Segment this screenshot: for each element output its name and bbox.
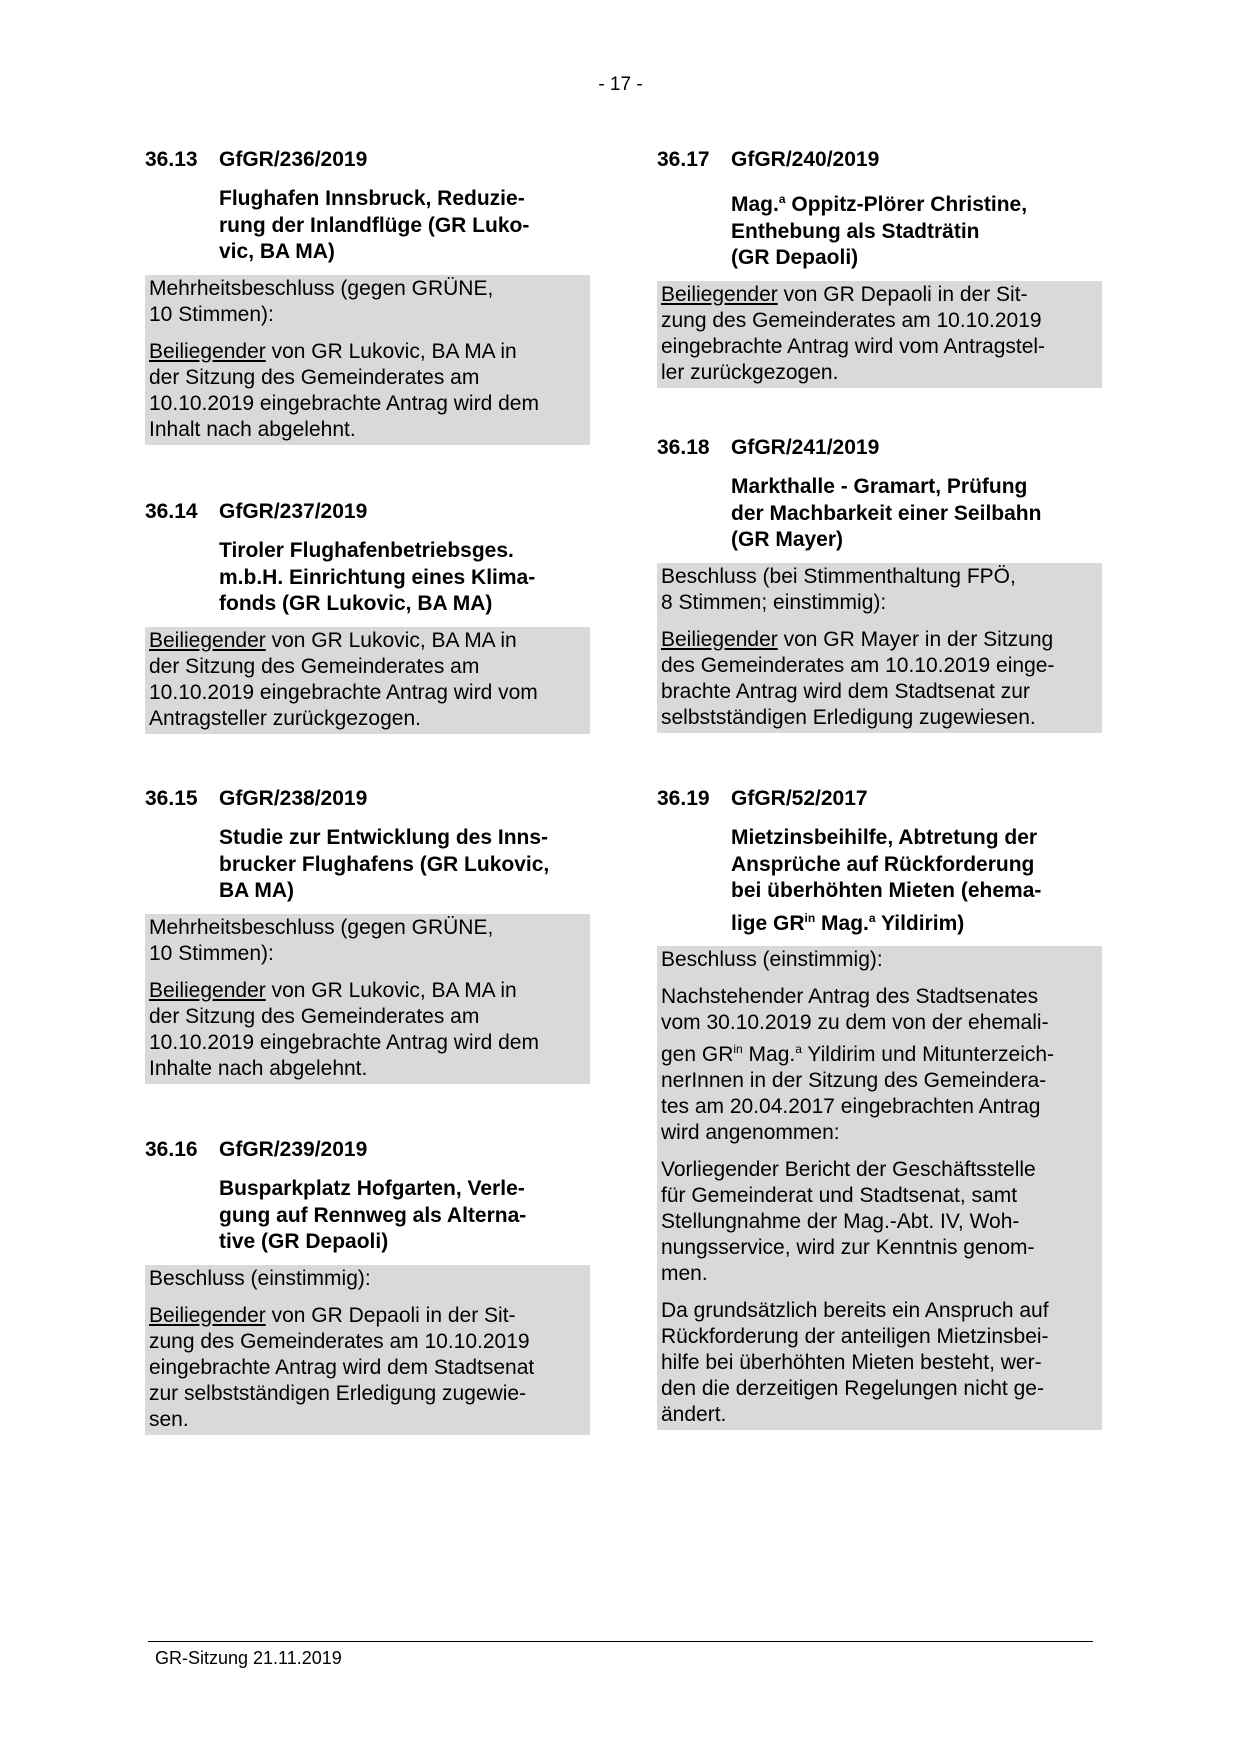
item-heading — [145, 147, 590, 173]
decision-text: Beiliegender von GR Lukovic, BA MA in der Sitzung des Gemeinderates am 10.10.2019 eingebrachte Antrag wird dem Inhalte nach abgelehnt. — [149, 978, 539, 1080]
item-heading — [145, 786, 590, 812]
decision-label: Mehrheitsbeschluss (gegen GRÜNE, 10 Stimmen): — [149, 276, 494, 326]
item-title — [219, 825, 589, 905]
item-title — [219, 186, 589, 266]
decision-text: Vorliegender Bericht der Geschäftsstelle für Gemeinderat und Stadtsenat, samt Stellungnahme der Mag.-Abt. IV, Woh- nungsservice, wird zur Kenntnis genom- men. — [661, 1158, 1036, 1285]
decision-box — [657, 946, 1102, 1430]
agenda-item-36-18 — [657, 435, 1102, 733]
item-heading — [145, 499, 590, 525]
item-number: 36.13 — [145, 148, 198, 171]
decision-text: Beiliegender von GR Lukovic, BA MA in der Sitzung des Gemeinderates am 10.10.2019 eingebrachte Antrag wird dem Inhalt nach abgelehnt. — [149, 339, 539, 441]
title-line: Markthalle - Gramart, Prüfung — [731, 475, 1028, 498]
decision-label: Beschluss (einstimmig): — [661, 948, 883, 971]
item-number: 36.19 — [657, 787, 710, 810]
decision-text: Da grundsätzlich bereits ein Anspruch auf Rückforderung der anteiligen Mietzinsbei- hilfe bei überhöhten Mieten besteht, wer- den die derzeitigen Regelungen nicht ge- ändert. — [661, 1299, 1049, 1426]
decision-text: Nachstehender Antrag des Stadtsenates vom 30.10.2019 zu dem von der ehemali- gen $GR^{in}$ Mag.$^a$ Yildirim und Mitunterzeich- nerInnen in der Sitzung des Gemeindera- tes am 20.04.2017 eingebrachten Antrag wird angenommen: — [661, 985, 1055, 1144]
item-reference: GfGR/239/2019 — [219, 1138, 368, 1161]
title-line: Flughafen Innsbruck, Reduzie- — [219, 187, 525, 210]
item-reference: GfGR/236/2019 — [219, 148, 368, 171]
agenda-item-36-16 — [145, 1137, 590, 1435]
agenda-item-36-14 — [145, 499, 590, 734]
item-reference: GfGR/237/2019 — [219, 500, 368, 523]
decision-box — [657, 281, 1102, 388]
decision-label: Beschluss (einstimmig): — [149, 1266, 371, 1290]
title-line: Mag.$^a$ Oppitz-Plörer Christine, — [731, 192, 1028, 216]
title-line: lige $GR^{in}$ Mag.$^a$ Yildirim) — [731, 910, 965, 935]
decision-label: Mehrheitsbeschluss (gegen GRÜNE, 10 Stimmen): — [149, 915, 494, 965]
title-line: BA MA) — [219, 879, 295, 902]
title-line: Mietzinsbeihilfe, Abtretung der — [731, 826, 1038, 849]
decision-label: Beschluss (bei Stimmenthaltung FPÖ, 8 Stimmen; einstimmig): — [661, 564, 1016, 614]
item-reference: GfGR/238/2019 — [219, 787, 368, 810]
agenda-item-36-17 — [657, 147, 1102, 388]
item-title — [731, 186, 1101, 272]
footer-text: GR-Sitzung 21.11.2019 — [155, 1648, 342, 1668]
item-heading — [145, 1137, 590, 1163]
item-title — [219, 538, 589, 618]
decision-text: Beiliegender von GR Lukovic, BA MA in der Sitzung des Gemeinderates am 10.10.2019 eingebrachte Antrag wird vom Antragsteller zurückgezogen. — [149, 628, 538, 730]
agenda-item-36-15 — [145, 786, 590, 1084]
item-reference: GfGR/241/2019 — [731, 436, 880, 459]
item-heading — [657, 147, 1102, 173]
title-line: bei überhöhten Mieten (ehema- — [731, 879, 1042, 902]
agenda-item-36-13 — [145, 147, 590, 445]
title-line: der Machbarkeit einer Seilbahn — [731, 501, 1042, 525]
page-number: - 17 - — [598, 74, 643, 95]
item-number: 36.14 — [145, 500, 198, 523]
item-heading — [657, 435, 1102, 461]
decision-box — [657, 563, 1102, 733]
item-number: 36.16 — [145, 1138, 198, 1161]
decision-box — [145, 914, 590, 1084]
decision-box — [145, 1265, 590, 1435]
title-line: m.b.H. Einrichtung eines Klima- — [219, 565, 536, 589]
title-line: Enthebung als Stadträtin — [731, 219, 980, 243]
title-line: Studie zur Entwicklung des Inns- — [219, 826, 549, 849]
title-line: gung auf Rennweg als Alterna- — [219, 1203, 527, 1227]
item-number: 36.18 — [657, 436, 710, 459]
title-line: tive (GR Depaoli) — [219, 1230, 389, 1253]
title-line: Tiroler Flughafenbetriebsges. — [219, 539, 514, 562]
decision-text: Beiliegender von GR Depaoli in der Sit- zung des Gemeinderates am 10.10.2019 eingebrachte Antrag wird dem Stadtsenat zur selbstständigen Erledigung zugewie- sen. — [149, 1303, 535, 1431]
item-number: 36.17 — [657, 148, 710, 171]
decision-text: Beiliegender von GR Depaoli in der Sit- zung des Gemeinderates am 10.10.2019 eingebrachte Antrag wird vom Antragstel- ler zurückgezogen. — [661, 282, 1046, 384]
title-line: vic, BA MA) — [219, 240, 335, 263]
item-title — [731, 825, 1101, 937]
item-title — [219, 1176, 589, 1256]
item-reference: GfGR/52/2017 — [731, 787, 868, 810]
decision-box — [145, 275, 590, 445]
title-line: Busparkplatz Hofgarten, Verle- — [219, 1177, 525, 1200]
title-line: fonds (GR Lukovic, BA MA) — [219, 592, 493, 615]
title-line: (GR Mayer) — [731, 528, 844, 551]
item-number: 36.15 — [145, 787, 198, 810]
decision-text: Beiliegender von GR Mayer in der Sitzung des Gemeinderates am 10.10.2019 einge- brachte Antrag wird dem Stadtsenat zur selbstständigen Erledigung zugewiesen. — [661, 627, 1055, 729]
title-line: brucker Flughafens (GR Lukovic, — [219, 852, 550, 876]
title-line: (GR Depaoli) — [731, 246, 859, 269]
item-heading — [657, 786, 1102, 812]
agenda-item-36-19 — [657, 786, 1102, 1430]
footer-rule — [148, 1641, 1093, 1642]
item-title — [731, 474, 1101, 554]
title-line: Ansprüche auf Rückforderung — [731, 852, 1035, 876]
item-reference: GfGR/240/2019 — [731, 148, 880, 171]
decision-box — [145, 627, 590, 734]
title-line: rung der Inlandflüge (GR Luko- — [219, 213, 530, 237]
